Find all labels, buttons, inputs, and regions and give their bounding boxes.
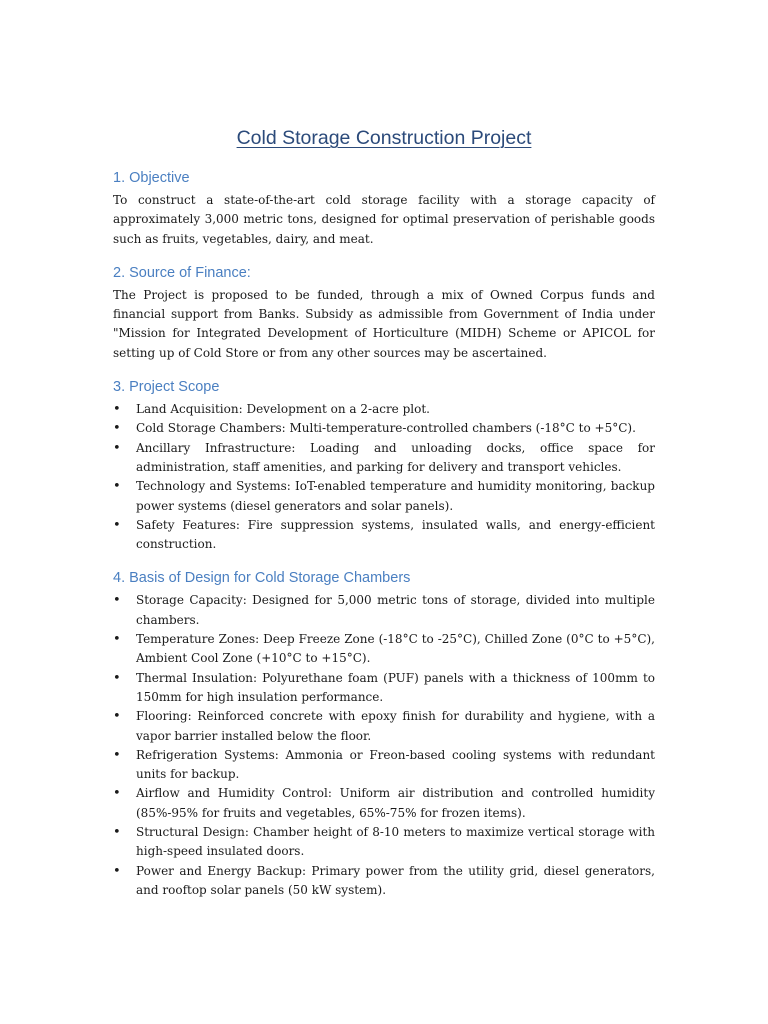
list-item — [113, 669, 655, 708]
list-item-text: Temperature Zones: Deep Freeze Zone (-18°C to -25°C), Chilled Zone (0°C to +5°C), Ambient Cool Zone (+10°C to +15°C). — [136, 632, 655, 666]
list-item-text: Flooring: Reinforced concrete with epoxy finish for durability and hygiene, with a vapor barrier installed below the floor. — [136, 709, 655, 743]
section-heading: 4. Basis of Design for Cold Storage Chambers — [113, 570, 411, 587]
section-heading: 2. Source of Finance: — [113, 264, 251, 281]
list-item — [113, 823, 655, 862]
bullet-icon: • — [113, 747, 121, 763]
bullet-icon: • — [113, 402, 121, 418]
list-item — [113, 630, 655, 669]
bullet-icon: • — [113, 863, 121, 879]
list-item-text: Land Acquisition: Development on a 2-acre plot. — [136, 402, 430, 417]
bullet-icon: • — [113, 632, 121, 648]
section-objective — [113, 168, 655, 249]
section-heading: 1. Objective — [113, 170, 190, 186]
document-page — [113, 124, 655, 914]
list-item — [113, 746, 655, 785]
list-item-text: Cold Storage Chambers: Multi-temperature-controlled chambers (-18°C to +5°C). — [136, 421, 636, 436]
list-item — [113, 419, 655, 438]
list-item — [113, 591, 655, 630]
document-title: Cold Storage Construction Project — [236, 127, 532, 149]
list-item — [113, 516, 655, 555]
bullet-icon: • — [113, 670, 121, 686]
list-item-text: Safety Features: Fire suppression systems, insulated walls, and energy-efficient construction. — [136, 517, 655, 552]
section-paragraph: The Project is proposed to be funded, through a mix of Owned Corpus funds and financial support from Banks. Subsidy as admissible from Government of India under "Mission for Integrated Development of Horticulture (MIDH) Scheme or APICOL for setting up of Cold Store or from any other sources may be ascertained. — [113, 287, 655, 360]
bullet-icon: • — [113, 440, 121, 456]
section-heading: 3. Project Scope — [113, 379, 220, 396]
list-item-text: Refrigeration Systems: Ammonia or Freon-based cooling systems with redundant units for backup. — [136, 747, 655, 782]
list-item-text: Structural Design: Chamber height of 8-10 meters to maximize vertical storage with high-speed insulated doors. — [136, 825, 655, 859]
bullet-icon: • — [113, 479, 121, 495]
bullet-icon: • — [113, 421, 121, 437]
section-project-scope — [113, 377, 655, 554]
bullet-list — [113, 591, 655, 900]
bullet-icon: • — [113, 593, 121, 609]
section-paragraph: To construct a state-of-the-art cold storage facility with a storage capacity of approximately 3,000 metric tons, designed for optimal preservation of perishable goods such as fruits, vegetables, dairy, and meat. — [113, 193, 655, 246]
section-basis-of-design — [113, 568, 655, 900]
list-item-text: Thermal Insulation: Polyurethane foam (PUF) panels with a thickness of 100mm to 150mm for high insulation performance. — [136, 670, 655, 704]
list-item — [113, 707, 655, 746]
list-item-text: Storage Capacity: Designed for 5,000 metric tons of storage, divided into multiple chambers. — [136, 593, 655, 627]
list-item — [113, 784, 655, 823]
list-item — [113, 862, 655, 901]
list-item-text: Airflow and Humidity Control: Uniform air distribution and controlled humidity (85%-95% for fruits and vegetables, 65%-75% for frozen items). — [136, 786, 655, 820]
list-item-text: Ancillary Infrastructure: Loading and unloading docks, office space for administration, staff amenities, and parking for delivery and transport vehicles. — [136, 440, 655, 474]
list-item-text: Technology and Systems: IoT-enabled temperature and humidity monitoring, backup power systems (diesel generators and solar panels). — [136, 479, 655, 513]
list-item — [113, 439, 655, 478]
bullet-list — [113, 400, 655, 554]
section-source-of-finance — [113, 263, 655, 363]
bullet-icon: • — [113, 517, 121, 533]
bullet-icon: • — [113, 825, 121, 841]
list-item — [113, 477, 655, 516]
list-item — [113, 400, 655, 419]
list-item-text: Power and Energy Backup: Primary power from the utility grid, diesel generators, and rooftop solar panels (50 kW system). — [136, 863, 655, 897]
bullet-icon: • — [113, 786, 121, 802]
bullet-icon: • — [113, 709, 121, 725]
